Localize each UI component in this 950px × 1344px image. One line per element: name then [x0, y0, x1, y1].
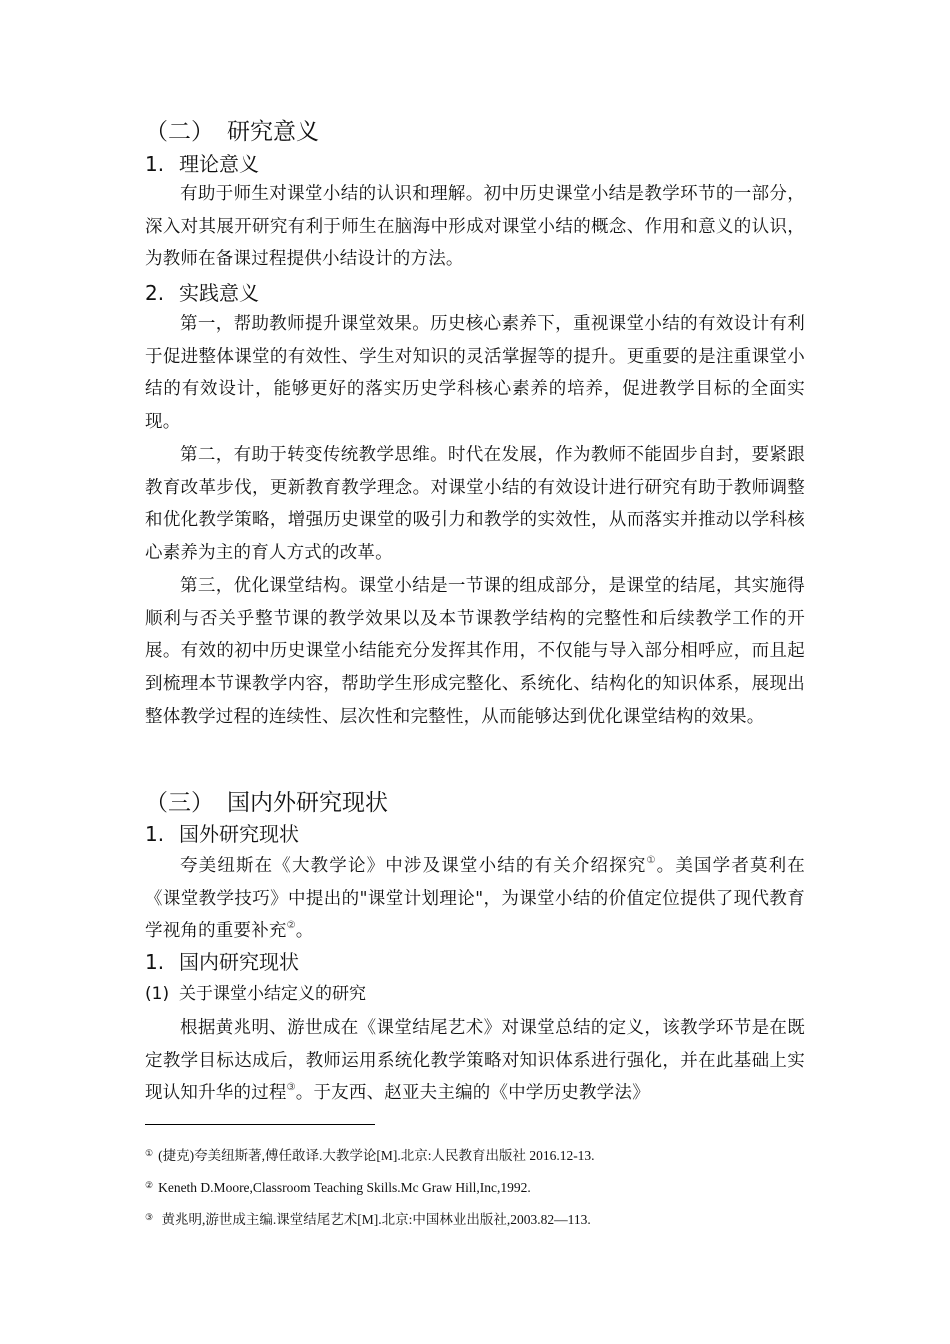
footnote-1 — [145, 1144, 595, 1165]
paragraph-text: 。 — [295, 921, 314, 942]
paragraph-practice-first: 第一，帮助教师提升课堂效果。历史核心素养下，重视课堂小结的有效设计有利于促进整体课堂的有效性、学生对知识的灵活掌握等的提升。更重要的是注重课堂小结的有效设计，能够更好的落实历史学科核心素养的培养，促进教学目标的全面实现。 — [145, 314, 805, 433]
footnote-separator — [145, 1124, 375, 1125]
subheading-domestic-research — [145, 948, 299, 976]
footnote-mark: ② — [145, 1180, 154, 1190]
subheading-number: 1. — [145, 822, 165, 846]
footnote-text: (捷克)夸美纽斯著,傅任敢译.大教学论[M].北京:人民教育出版社 2016.12-13. — [158, 1148, 595, 1163]
subheading-definition-research — [145, 982, 366, 1006]
footnote-mark: ① — [145, 1148, 154, 1158]
section-heading-research-status — [145, 788, 388, 818]
paragraph-theory: 有助于师生对课堂小结的认识和理解。初中历史课堂小结是教学环节的一部分，深入对其展开研究有利于师生在脑海中形成对课堂小结的概念、作用和意义的认识，为教师在备课过程提供小结设计的方法。 — [145, 184, 805, 270]
subheading-title: 关于课堂小结定义的研究 — [179, 984, 366, 1004]
paragraph-practice-third: 第三，优化课堂结构。课堂小结是一节课的组成部分，是课堂的结尾，其实施得顺利与否关乎整节课的教学效果以及本节课教学结构的完整性和后续教学工作的开展。有效的初中历史课堂小结能充分发挥其作用，不仅能与导入部分相呼应，而且起到梳理本节课教学内容，帮助学生形成完整化、系统化、结构化的知识体系，展现出整体教学过程的连续性、层次性和完整性，从而能够达到优化课堂结构的效果。 — [145, 576, 805, 727]
paragraph-definition — [145, 1012, 805, 1110]
paragraph-text: 夸美纽斯在《大教学论》中涉及课堂小结的有关介绍探究 — [180, 856, 647, 876]
subheading-title: 理论意义 — [179, 152, 259, 176]
footnote-ref-1[interactable]: ① — [646, 855, 657, 866]
subheading-title: 实践意义 — [179, 281, 259, 305]
subheading-number: 1. — [145, 950, 165, 974]
subheading-title: 国外研究现状 — [179, 822, 299, 846]
subheading-number: 1. — [145, 152, 165, 176]
section-title: 研究意义 — [227, 119, 319, 145]
subheading-title: 国内研究现状 — [179, 950, 299, 974]
subheading-practice-significance — [145, 279, 259, 307]
section-number: （三） — [145, 790, 214, 816]
section-heading-research-significance — [145, 117, 319, 147]
subheading-number: (1) — [145, 984, 170, 1004]
paragraph-text: 。美国学者莫利在《课堂教学技巧》中提出的"课堂计划理论"，为课堂小结的价值定位提供了现代教育学视角的重要补充 — [145, 856, 805, 942]
footnote-text: 黄兆明,游世成主编.课堂结尾艺术[M].北京:中国林业出版社,2003.82—113. — [158, 1212, 591, 1227]
footnote-text: Keneth D.Moore,Classroom Teaching Skills.Mc Graw Hill,Inc,1992. — [158, 1180, 531, 1195]
footnote-3 — [145, 1208, 591, 1229]
subheading-number: 2. — [145, 281, 165, 305]
section-number: （二） — [145, 119, 214, 145]
paragraph-practice-second: 第二，有助于转变传统教学思维。时代在发展，作为教师不能固步自封，要紧跟教育改革步伐，更新教育教学理念。对课堂小结的有效设计进行研究有助于教师调整和优化教学策略，增强历史课堂的吸引力和教学的实效性，从而落实并推动以学科核心素养为主的育人方式的改革。 — [145, 445, 805, 564]
paragraph-foreign-research — [145, 850, 805, 948]
subheading-theory-significance — [145, 150, 259, 178]
footnote-ref-2[interactable]: ② — [286, 920, 296, 932]
subheading-foreign-research — [145, 820, 299, 848]
paragraph-text: 根据黄兆明、游世成在《课堂结尾艺术》对课堂总结的定义，该教学环节是在既定教学目标达成后，教师运用系统化教学策略对知识体系进行强化，并在此基础上实现认知升华的过程 — [145, 1018, 805, 1104]
footnote-2 — [145, 1176, 531, 1197]
footnote-ref-3[interactable]: ③ — [286, 1082, 296, 1094]
section-title: 国内外研究现状 — [227, 790, 388, 816]
paragraph-text: 。于友西、赵亚夫主编的《中学历史教学法》 — [295, 1083, 650, 1104]
footnote-mark: ③ — [145, 1212, 154, 1222]
